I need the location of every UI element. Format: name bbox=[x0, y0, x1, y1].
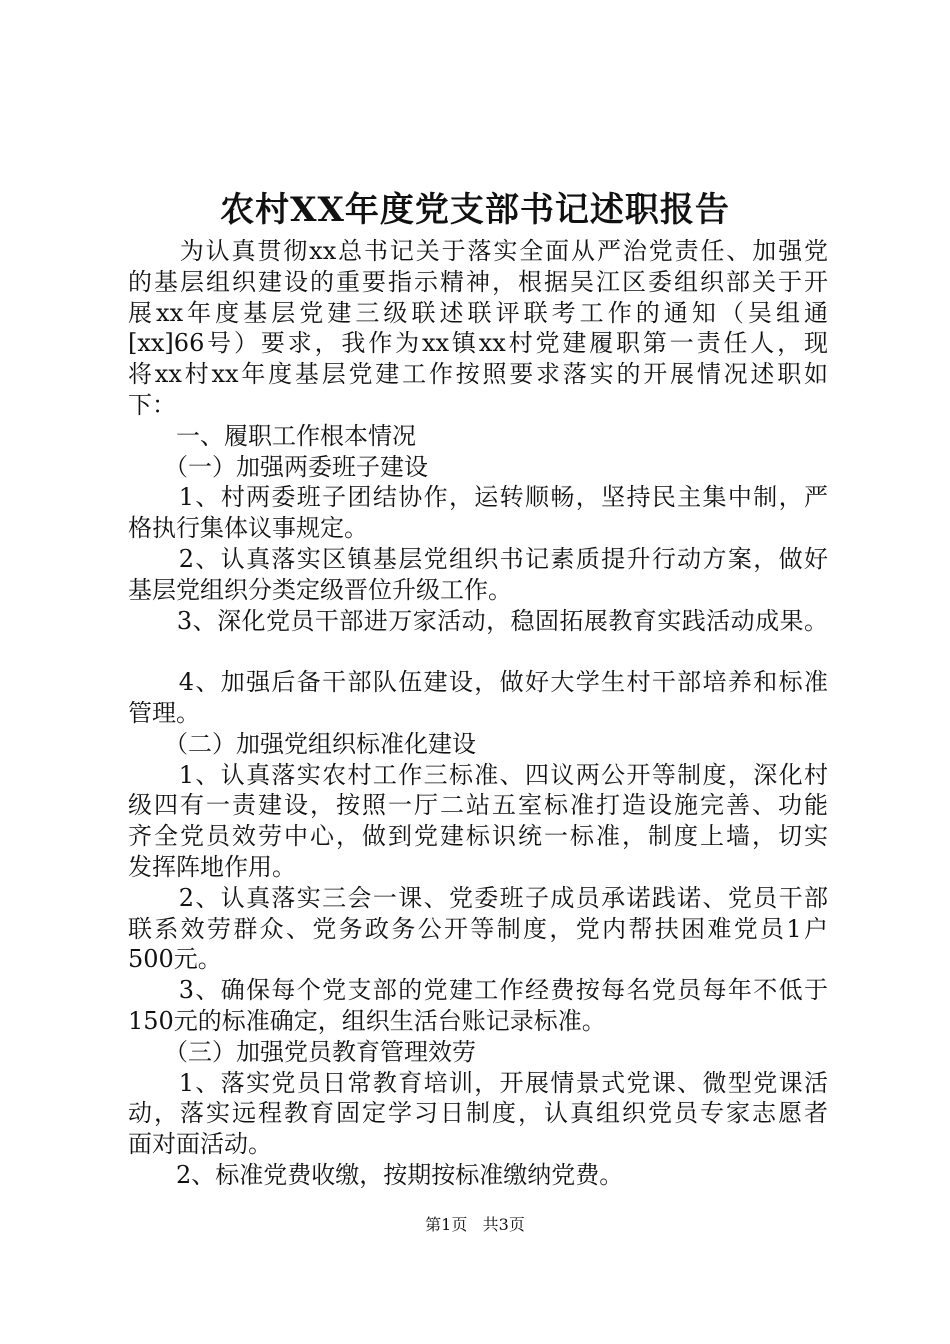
body-line: 面对面活动。 bbox=[128, 1130, 272, 1159]
body-line: 格执行集体议事规定。 bbox=[128, 514, 368, 543]
section-heading: 一、履职工作根本情况 bbox=[128, 421, 416, 450]
document-body bbox=[128, 236, 828, 1191]
subsection-heading: （一）加强两委班子建设 bbox=[128, 452, 428, 481]
body-line: [xx]66号）要求，我作为xx镇xx村党建履职第一责任人，现 bbox=[128, 329, 828, 358]
body-line: 管理。 bbox=[128, 698, 200, 727]
body-line: 3、确保每个党支部的党建工作经费按每名党员每年不低于 bbox=[128, 976, 828, 1005]
body-line: 1、村两委班子团结协作，运转顺畅，坚持民主集中制，严 bbox=[128, 483, 828, 512]
body-line: 级四有一责建设，按照一厅二站五室标准打造设施完善、功能 bbox=[128, 791, 828, 820]
body-line: 齐全党员效劳中心，做到党建标识统一标准，制度上墙，切实 bbox=[128, 822, 828, 851]
subsection-heading: （二）加强党组织标准化建设 bbox=[128, 729, 476, 758]
body-line: 联系效劳群众、党务政务公开等制度，党内帮扶困难党员1户 bbox=[128, 914, 828, 943]
body-line: 动，落实远程教育固定学习日制度，认真组织党员专家志愿者 bbox=[128, 1099, 828, 1128]
subsection-heading: （三）加强党员教育管理效劳 bbox=[128, 1037, 476, 1066]
body-line: 500元。 bbox=[128, 945, 222, 974]
body-line: 150元的标准确定，组织生活台账记录标准。 bbox=[128, 1006, 606, 1035]
body-line: 1、认真落实农村工作三标准、四议两公开等制度，深化村 bbox=[128, 760, 828, 789]
page-footer bbox=[0, 1213, 950, 1237]
body-line: 1、落实党员日常教育培训，开展情景式党课、微型党课活 bbox=[128, 1068, 828, 1097]
page-total: 共3页 bbox=[482, 1215, 525, 1234]
document-title: 农村XX年度党支部书记述职报告 bbox=[220, 190, 730, 230]
body-line: 3、深化党员干部进万家活动，稳固拓展教育实践活动成果。 bbox=[128, 606, 828, 635]
body-line: 发挥阵地作用。 bbox=[128, 852, 296, 881]
body-line: 2、标准党费收缴，按期按标准缴纳党费。 bbox=[128, 1160, 624, 1189]
body-line: 将xx村xx年度基层党建工作按照要求落实的开展情况述职如 bbox=[128, 360, 828, 389]
body-line: 的基层组织建设的重要指示精神，根据吴江区委组织部关于开 bbox=[128, 267, 828, 296]
body-line: 2、认真落实区镇基层党组织书记素质提升行动方案，做好 bbox=[128, 544, 828, 573]
body-line: 4、加强后备干部队伍建设，做好大学生村干部培养和标准 bbox=[128, 668, 828, 697]
body-line: 2、认真落实三会一课、党委班子成员承诺践诺、党员干部 bbox=[128, 883, 828, 912]
body-line: 下： bbox=[128, 390, 176, 419]
body-line: 为认真贯彻xx总书记关于落实全面从严治党责任、加强党 bbox=[128, 237, 828, 265]
blank-line bbox=[128, 636, 828, 667]
body-line: 展xx年度基层党建三级联述联评联考工作的通知（吴组通 bbox=[128, 298, 828, 327]
page-number: 第1页 bbox=[425, 1215, 468, 1234]
body-line: 基层党组织分类定级晋位升级工作。 bbox=[128, 575, 512, 604]
